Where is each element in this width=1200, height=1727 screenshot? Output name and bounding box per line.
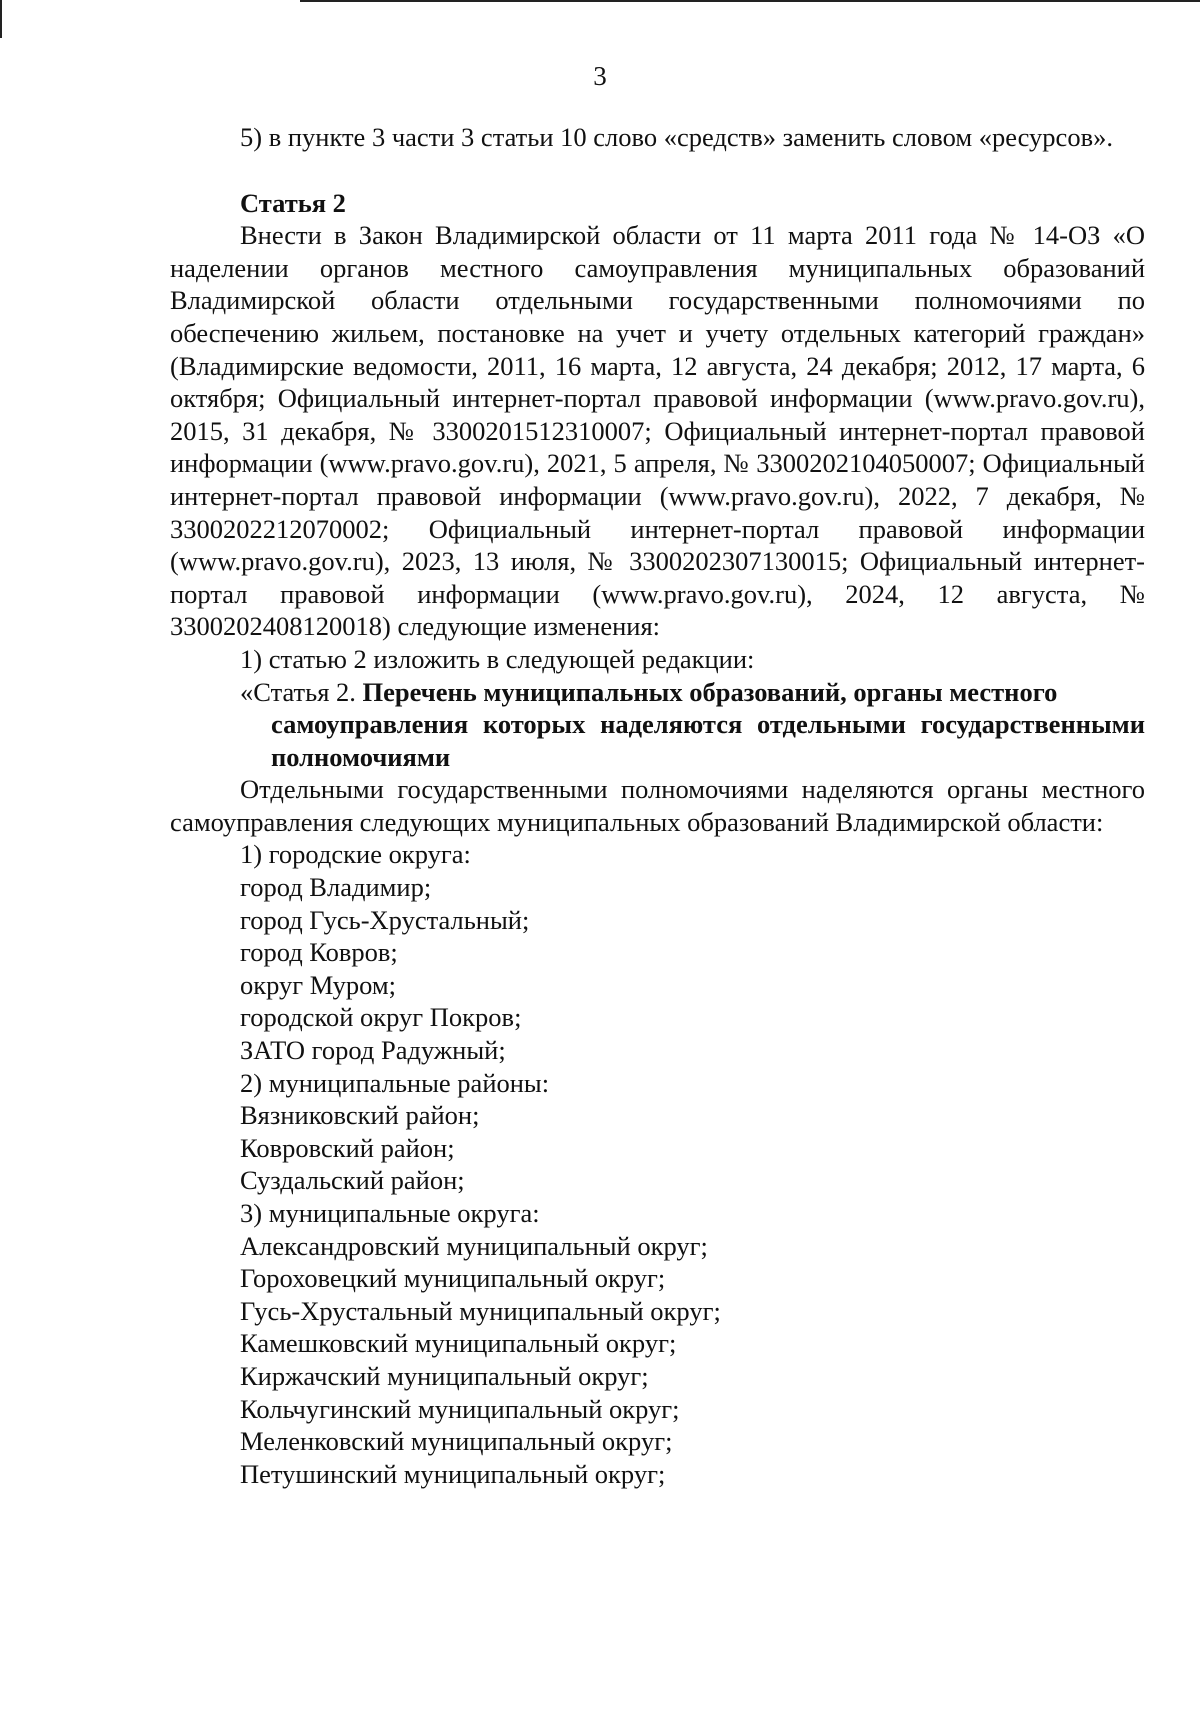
quoted-article-title: [170, 676, 1145, 709]
article-intro: Внести в Закон Владимирской области от 11 марта 2011 года № 14-ОЗ «О наделении органов местного самоуправления муниципальных образований Владимирской области отдельными государственными полномочиями по обеспечению жильем, постановке на учет и учету отдельных категорий граждан» (Владимирские ведомости, 2011, 16 марта, 12 августа, 24 декабря; 2012, 17 марта, 6 октября; Официальный интернет-портал правовой информации (www.pravo.gov.ru), 2015, 31 декабря, № 3300201512310007; Официальный интернет-портал правовой информации (www.pravo.gov.ru), 2021, 5 апреля, № 3300202104050007; Официальный интернет-портал правовой информации (www.pravo.gov.ru), 2022, 7 декабря, № 3300202212070002; Официальный интернет-портал правовой информации (www.pravo.gov.ru), 2023, 13 июля, № 3300202307130015; Официальный интернет-портал правовой информации (www.pravo.gov.ru), 2024, 12 августа, № 3300202408120018) следующие изменения:: [170, 220, 1145, 642]
page-number: 3: [593, 61, 607, 91]
paragraph-item-5: 5) в пункте 3 части 3 статьи 10 слово «средств» заменить словом «ресурсов».: [240, 122, 1113, 152]
amendment-item-1: 1) статью 2 изложить в следующей редакции:: [240, 643, 755, 674]
list-item: городской округ Покров;: [240, 1002, 522, 1033]
list-item: Петушинский муниципальный округ;: [240, 1458, 666, 1489]
list-item: Гороховецкий муниципальный округ;: [240, 1263, 666, 1294]
scan-edge-top: [300, 0, 1200, 2]
list-item: Суздальский район;: [240, 1165, 465, 1196]
list-item: город Владимир;: [240, 872, 432, 903]
quoted-article-prefix: «Статья 2.: [240, 676, 363, 707]
municipality-list: [170, 838, 1145, 1490]
list-item: Камешковский муниципальный округ;: [240, 1328, 677, 1359]
scan-edge-left: [0, 0, 2, 38]
list-item: Кольчугинский муниципальный округ;: [240, 1393, 680, 1424]
list-item: город Ковров;: [240, 937, 398, 968]
list-item: Александровский муниципальный округ;: [240, 1230, 708, 1261]
quoted-article-body: Отдельными государственными полномочиями наделяются органы местного самоуправления следующих муниципальных образований Владимирской области:: [170, 774, 1145, 837]
list-item: Меленковский муниципальный округ;: [240, 1426, 673, 1457]
list-item: Гусь-Хрустальный муниципальный округ;: [240, 1295, 721, 1326]
quoted-article-caption-rest: самоуправления которых наделяются отдельными государственными полномочиями: [271, 709, 1145, 772]
list-item: округ Муром;: [240, 969, 397, 1000]
quoted-article-caption-line1: Перечень муниципальных образований, органы местного: [362, 676, 1058, 707]
list-item: 1) городские округа:: [240, 839, 471, 870]
list-item: Вязниковский район;: [240, 1100, 480, 1131]
article-heading: Статья 2: [240, 187, 346, 218]
list-item: Киржачский муниципальный округ;: [240, 1360, 649, 1391]
list-item: Ковровский район;: [240, 1132, 455, 1163]
document-body: [170, 121, 1145, 1490]
list-item: 3) муниципальные округа:: [240, 1198, 540, 1228]
list-item: 2) муниципальные районы:: [240, 1067, 550, 1098]
spacer: [170, 154, 1145, 187]
list-item: ЗАТО город Радужный;: [240, 1035, 506, 1066]
list-item: город Гусь-Хрустальный;: [240, 904, 530, 935]
